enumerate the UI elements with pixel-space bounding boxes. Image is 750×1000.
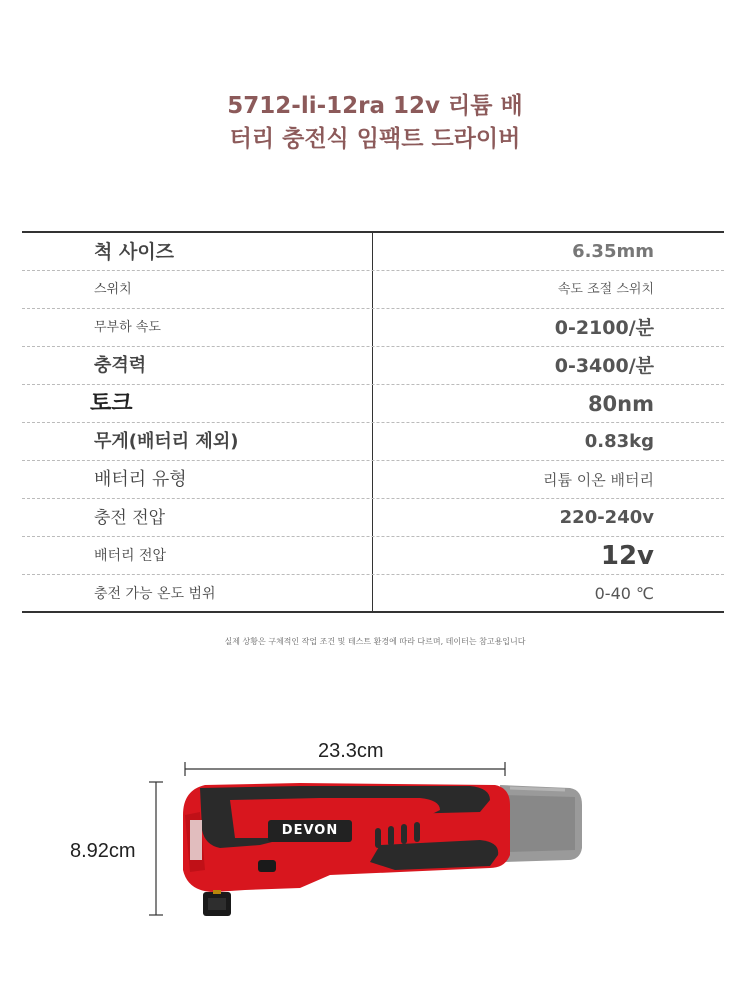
spec-value: 0-3400/분 [554, 355, 654, 377]
spec-value: 80nm [587, 392, 654, 416]
spec-value: 속도 조절 스위치 [557, 282, 654, 297]
spec-value: 12v [600, 541, 654, 571]
spec-label: 스위치 [94, 282, 132, 297]
spec-value: 220-240v [559, 507, 654, 528]
spec-label: 충전 전압 [94, 508, 166, 528]
title-line-2: 터리 충전식 임팩트 드라이버 [229, 126, 521, 152]
spec-row-battery-voltage [22, 537, 724, 575]
spec-label: 충격력 [94, 355, 147, 376]
height-dimension-label: 8.92cm [70, 840, 136, 862]
spec-row-impact-rate [22, 347, 724, 385]
title-line-1: 5712-li-12ra 12v 리튬 배 [227, 93, 523, 119]
width-dimension-line [185, 762, 505, 776]
spec-label: 배터리 유형 [94, 469, 187, 490]
spec-row-no-load-speed [22, 309, 724, 347]
spec-value: 6.35mm [572, 241, 654, 262]
disclaimer-note: 실제 상황은 구체적인 작업 조건 및 테스트 환경에 따라 다르며, 데이터는 참고용입니다 [224, 637, 526, 646]
brand-logo: DEVON [281, 823, 339, 838]
spec-value: 0.83kg [584, 431, 654, 452]
spec-row-switch [22, 271, 724, 309]
spec-table [22, 231, 724, 613]
page-title [0, 90, 750, 156]
spec-label: 토크 [90, 391, 133, 416]
spec-row-charge-voltage [22, 499, 724, 537]
height-dimension-line [149, 782, 163, 915]
spec-label: 충전 가능 온도 범위 [94, 586, 216, 602]
spec-row-charge-temp [22, 575, 724, 613]
battery-pack [500, 785, 582, 862]
spec-label: 무게(배터리 제외) [94, 431, 239, 452]
spec-row-battery-type [22, 461, 724, 499]
spec-row-chuck [22, 233, 724, 271]
spec-row-torque [22, 385, 724, 423]
width-dimension-label: 23.3cm [318, 740, 384, 762]
spec-value: 0-2100/분 [554, 317, 654, 339]
spec-label: 척 사이즈 [94, 241, 175, 263]
spec-label: 배터리 전압 [94, 548, 167, 564]
spec-value: 리튬 이온 배터리 [543, 471, 654, 489]
impact-driver-body [183, 783, 510, 916]
spec-row-weight [22, 423, 724, 461]
spec-value: 0-40 ℃ [594, 584, 654, 603]
spec-label: 무부하 속도 [94, 320, 161, 335]
